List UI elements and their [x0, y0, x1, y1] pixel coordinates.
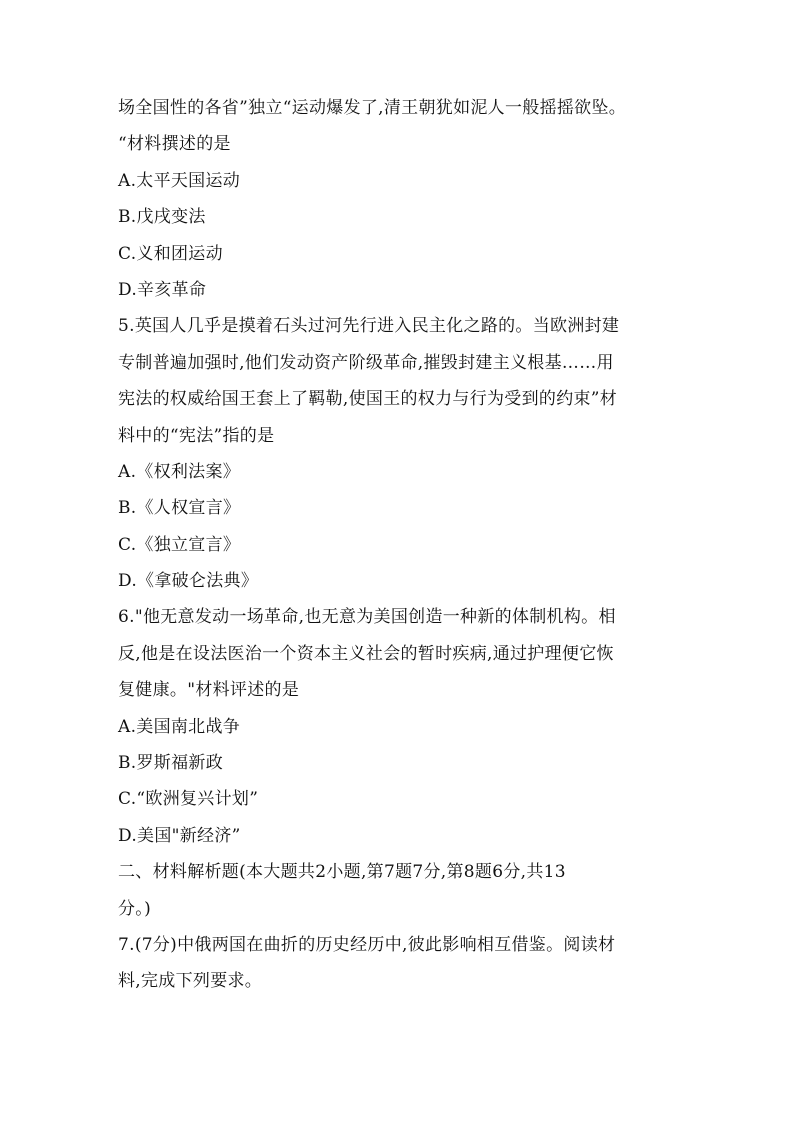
- question-5-text-line-2: 专制普遍加强时,他们发动资产阶级革命,摧毁封建主义根基……用: [118, 352, 614, 373]
- question-5-text-line-1: 5.英国人几乎是摸着石头过河先行进入民主化之路的。当欧洲封建: [118, 316, 620, 337]
- question-5-option-d: D.《拿破仑法典》: [118, 571, 259, 592]
- question-6-option-d: D.美国"新经济”: [118, 825, 241, 846]
- question-7-text-line-1: 7.(7分)中俄两国在曲折的历史经历中,彼此影响相互借鉴。阅读材: [118, 934, 616, 955]
- question-5-option-b: B.《人权宣言》: [118, 498, 241, 519]
- question-6-option-b: B.罗斯福新政: [118, 753, 223, 774]
- question-5-option-a: A.《权利法案》: [118, 461, 241, 482]
- question-7-text-line-2: 料,完成下列要求。: [118, 971, 263, 992]
- question-5-option-c: C.《独立宣言》: [118, 534, 241, 555]
- question-6-option-a: A.美国南北战争: [118, 716, 241, 737]
- question-6-text-line-1: 6."他无意发动一场革命,也无意为美国创造一种新的体制机构。相: [118, 607, 616, 628]
- question-5-text-line-3: 宪法的权威给国王套上了羁勒,使国王的权力与行为受到的约束”材: [118, 389, 618, 410]
- section-2-heading-line-1: 二、材料解析题(本大题共2小题,第7题7分,第8题6分,共13: [118, 862, 566, 883]
- question-6-text-line-2: 反,他是在设法医治一个资本主义社会的暂时疾病,通过护理便它恢: [118, 643, 614, 664]
- question-5-text-line-4: 料中的“宪法”指的是: [118, 425, 275, 446]
- section-2-heading-line-2: 分。): [118, 898, 152, 919]
- question-4-option-a: A.太平天国运动: [118, 170, 241, 191]
- question-4-option-d: D.辛亥革命: [118, 279, 207, 300]
- question-4-option-b: B.戊戌变法: [118, 207, 206, 228]
- question-4-text-continuation: 场全国性的各省”独立“运动爆发了,清王朝犹如泥人一般摇摇欲坠。: [118, 98, 627, 118]
- question-6-option-c: C.“欧洲复兴计划”: [118, 789, 259, 810]
- document-body: [118, 90, 698, 1000]
- question-6-text-line-3: 复健康。"材料评述的是: [118, 680, 300, 701]
- question-4-prompt: “材料撰述的是: [118, 134, 231, 155]
- question-4-option-c: C.义和团运动: [118, 243, 223, 264]
